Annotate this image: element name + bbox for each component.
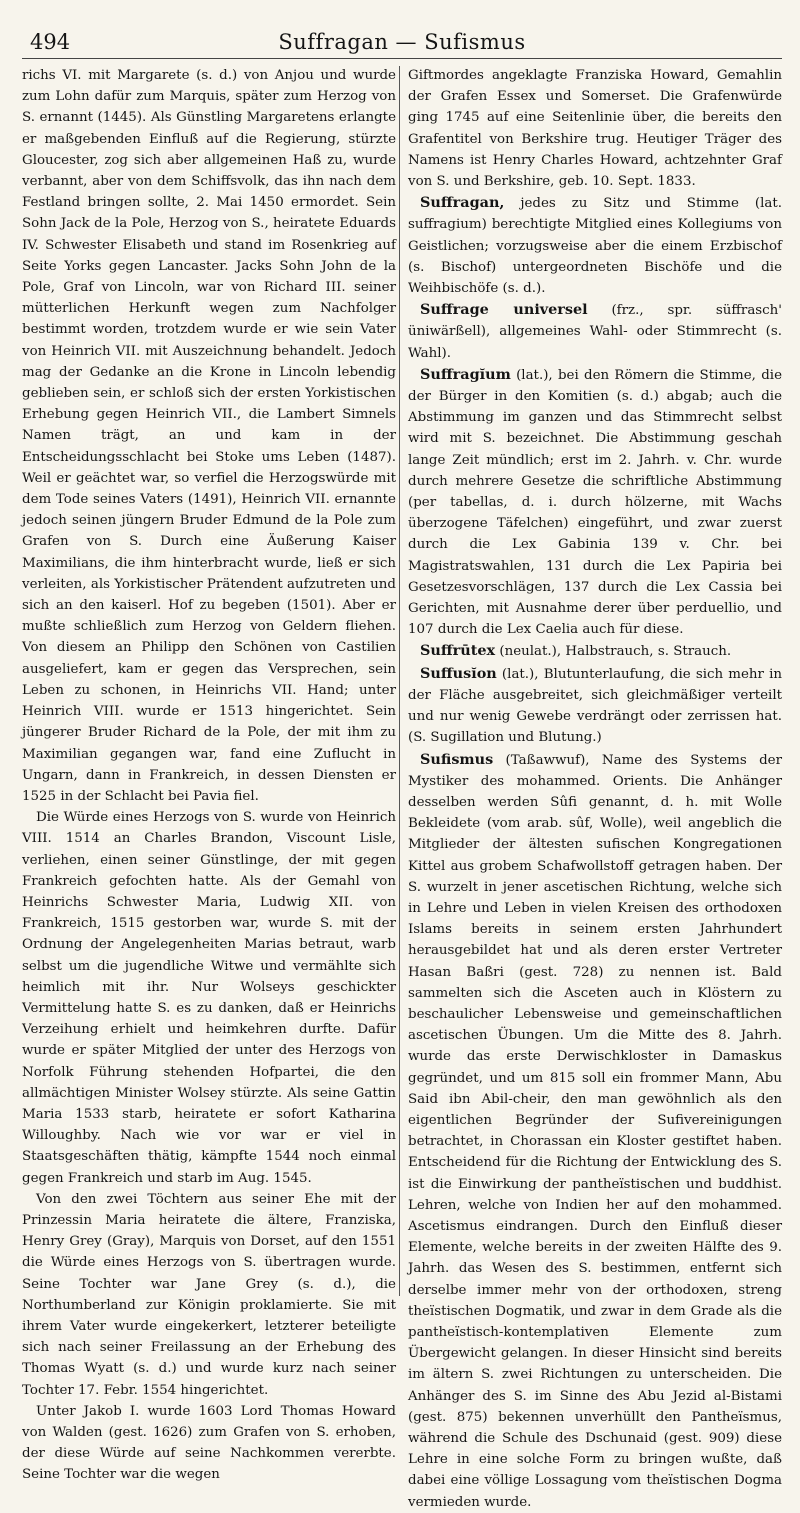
paragraph-text: (lat.), Blutunterlaufung, die sich mehr in der Fläche ausgebreitet, sich gleichmäßiger verteilt und nur wenig Gewebe verdrängt oder zerrissen hat. (S. Sugillation und Blutung.) (408, 666, 782, 746)
entry-headword: Sufismus (420, 750, 494, 768)
paragraph (408, 192, 782, 299)
paragraph (408, 663, 782, 749)
paragraph-text: Die Würde eines Herzogs von S. wurde von Heinrich VIII. 1514 an Charles Brandon, Viscount Lisle, verliehen, einen seiner Günstlinge, der mit gegen Frankreich gefochten hatte. Als der Gemahl von Heinrichs Schwester Maria, Ludwig XII. von Frankreich, 1515 gestorben war, wurde S. mit der Ordnung der Angelegenheiten Marias betraut, warb selbst um die jugendliche Witwe und vermählte sich heimlich mit ihr. Nur Wolseys geschickter Vermittelung hatte S. es zu danken, daß er Heinrichs Verzeihung erhielt und heimkehren durfte. Dafür wurde er später Mitglied der unter des Herzogs von Norfolk Führung stehenden Hofpartei, die den allmächtigen Minister Wolsey stürzte. Als seine Gattin Maria 1533 starb, heiratete er sofort Katharina Willoughby. Nach wie vor war er viel in Staatsgeschäften thätig, kämpfte 1544 noch einmal gegen Frankreich und starb im Aug. 1545. (22, 810, 396, 1186)
paragraph (408, 299, 782, 364)
page-header (22, 22, 782, 59)
entry-headword: Suffragan, (420, 194, 505, 212)
paragraph-text: Unter Jakob I. wurde 1603 Lord Thomas Howard von Walden (gest. 1626) zum Grafen von S. erhoben, der diese Würde auf seine Nachkommen vererbte. Seine Tochter war die wegen (22, 1403, 396, 1483)
running-title: Suffragan — Sufismus (278, 30, 526, 54)
paragraph (408, 640, 782, 662)
column-divider (399, 66, 400, 1296)
paragraph-text: Giftmordes angeklagte Franziska Howard, Gemahlin der Grafen Essex und Somerset. Die Grafenwürde ging 1745 auf eine Seitenlinie über, die bereits den Grafentitel von Berkshire trug. Heutiger Träger des Namens ist Henry Charles Howard, achtzehnter Graf von S. und Berkshire, geb. 10. Sept. 1833. (408, 68, 782, 190)
text-columns (22, 65, 782, 1510)
entry-headword: Suffrage universel (420, 301, 588, 319)
paragraph-text: (lat.), bei den Römern die Stimme, die der Bürger in den Komitien (s. d.) abgab; auch die Abstimmung im ganzen und das Stimmrecht selbst wird mit S. bezeichnet. Die Abstimmung geschah lange Zeit mündlich; erst im 2. Jahrh. v. Chr. wurde durch mehrere Gesetze die schriftliche Abstimmung (per tabellas, d. i. durch hölzerne, mit Wachs überzogene Täfelchen) eingeführt, und zwar zuerst durch die Lex Gabinia 139 v. Chr. bei Magistratswahlen, 131 durch die Lex Papiria bei Gesetzesvorschlägen, 137 durch die Lex Cassia bei Gerichten, mit Ausnahme derer über perduellio, und 107 durch die Lex Caelia auch für diese. (408, 367, 782, 638)
paragraph (22, 1401, 396, 1486)
paragraph (22, 1189, 396, 1401)
paragraph-text: Von den zwei Töchtern aus seiner Ehe mit der Prinzessin Maria heiratete die ältere, Franziska, Henry Grey (Gray), Marquis von Dorset, auf den 1551 die Würde eines Herzogs von S. übertragen wurde. Seine Tochter war Jane Grey (s. d.), die Northumberland zur Königin proklamierte. Sie mit ihrem Vater wurde eingekerkert, letzterer beteiligte sich nach seiner Freilassung an der Erhebung des Thomas Wyatt (s. d.) und wurde kurz nach seiner Tochter 17. Febr. 1554 hingerichtet. (22, 1191, 396, 1398)
paragraph (408, 364, 782, 641)
entry-headword: Suffragĭum (420, 365, 511, 383)
paragraph (408, 65, 782, 192)
left-column (22, 65, 396, 1483)
paragraph (22, 807, 396, 1189)
paragraph-text: (frz., spr. süffrasch' üniwärßell), allgemeines Wahl- oder Stimmrecht (s. Wahl). (408, 303, 782, 361)
paragraph-text: (Taßawwuf), Name des Systems der Mystiker des mohammed. Orients. Die Anhänger desselben werden Sûfi genannt, d. h. mit Wolle Bekleidete (vom arab. sûf, Wolle), weil angeblich die Mitglieder der ältesten sufischen Kongregationen Kittel aus grobem Schafwollstoff getragen haben. Der S. wurzelt in jener ascetischen Richtung, welche sich in Lehre und Leben in vielen Kreisen des orthodoxen Islams bereits in seinem ersten Jahrhundert herausgebildet hat und als deren erster Vertreter Hasan Baßri (gest. 728) zu nennen ist. Bald sammelten sich die Asceten auch in Klöstern zu beschaulicher Lebensweise und gemeinschaftlichen ascetischen Übungen. Um die Mitte des 8. Jahrh. wurde das erste Derwischkloster in Damaskus gegründet, und um 815 soll ein frommer Mann, Abu Said ibn Abil-cheir, den man gewöhnlich als den eigentlichen Begründer der Sufivereinigungen betrachtet, in Chorassan ein Kloster gestiftet haben. Entscheidend für die Richtung der Entwicklung des S. ist die Einwirkung der pantheïstischen und buddhist. Lehren, welche von Indien her auf den mohammed. Ascetismus eindrangen. Durch den Einfluß dieser Elemente, welche bereits in der zweiten Hälfte des 9. Jahrh. das Wesen des S. bestimmen, entfernt sich derselbe immer mehr von der orthodoxen, streng theïstischen Dogmatik, und zwar in dem Grade als die pantheïstisch-kontemplativen Elemente zum Übergewicht gelangen. In dieser Hinsicht sind bereits im ältern S. zwei Richtungen zu unterscheiden. Die Anhänger des S. im Sinne des Abu Jezid al-Bistami (gest. 875) bekennen unverhüllt den Pantheïsmus, während die Schule des Dschunaid (gest. 909) diese Lehre in eine solche Form zu bringen wußte, daß dabei eine völlige Lossagung vom theïstischen Dogma vermieden wurde. (408, 752, 782, 1510)
paragraph-text: richs VI. mit Margarete (s. d.) von Anjou und wurde zum Lohn dafür zum Marquis, später zum Herzog von S. ernannt (1445). Als Günstling Margaretens erlangte er maßgebenden Einfluß auf die Regierung, stürzte Gloucester, zog sich aber allgemeinen Haß zu, wurde verbannt, aber von dem Schiffsvolk, das ihn nach dem Festland bringen sollte, 2. Mai 1450 ermordet. Sein Sohn Jack de la Pole, Herzog von S., heiratete Eduards IV. Schwester Elisabeth und stand im Rosenkrieg auf Seite Yorks gegen Lancaster. Jacks Sohn John de la Pole, Graf von Lincoln, war von Richard III. seiner mütterlichen Herkunft wegen zum Nachfolger bestimmt worden, trotzdem wurde er wie sein Vater von Heinrich VII. mit Auszeichnung behandelt. Jedoch mag der Gedanke an die Krone in Lincoln lebendig geblieben sein, er schloß sich der ersten Yorkistischen Erhebung gegen Heinrich VII., die Lambert Simnels Namen trägt, an und kam in der Entscheidungsschlacht bei Stoke ums Leben (1487). Weil er geächtet war, so verfiel die Herzogswürde mit dem Tode seines Vaters (1491), Heinrich VII. ernannte jedoch seinen jüngern Bruder Edmund de la Pole zum Grafen von S. Durch eine Äußerung Kaiser Maximilians, die ihm hinterbracht wurde, ließ er sich verleiten, als Yorkistischer Prätendent aufzutreten und sich an den kaiserl. Hof zu begeben (1501). Aber er mußte schließlich zum Herzog von Geldern fliehen. Von diesem an Philipp den Schönen von Castilien ausgeliefert, kam er gegen das Versprechen, sein Leben zu schonen, in Heinrichs VII. Hand; unter Heinrich VIII. wurde er 1513 hingerichtet. Sein jüngerer Bruder Richard de la Pole, der mit ihm zu Maximilian gegangen war, fand eine Zuflucht in Ungarn, dann in Frankreich, in dessen Diensten er 1525 in der Schlacht bei Pavia fiel. (22, 68, 396, 804)
paragraph (408, 749, 782, 1513)
paragraph-text: jedes zu Sitz und Stimme (lat. suffragium) berechtigte Mitglied eines Kollegiums von Geistlichen; vorzugsweise aber die einem Erzbischof (s. Bischof) untergeordneten Bischöfe und die Weihbischöfe (s. d.). (408, 196, 782, 297)
page-number: 494 (30, 30, 71, 54)
entry-headword: Suffrūtex (420, 642, 496, 660)
entry-headword: Suffusĭon (420, 664, 497, 682)
paragraph-text: (neulat.), Halbstrauch, s. Strauch. (495, 644, 732, 660)
paragraph (22, 65, 396, 807)
right-column (408, 65, 782, 1510)
